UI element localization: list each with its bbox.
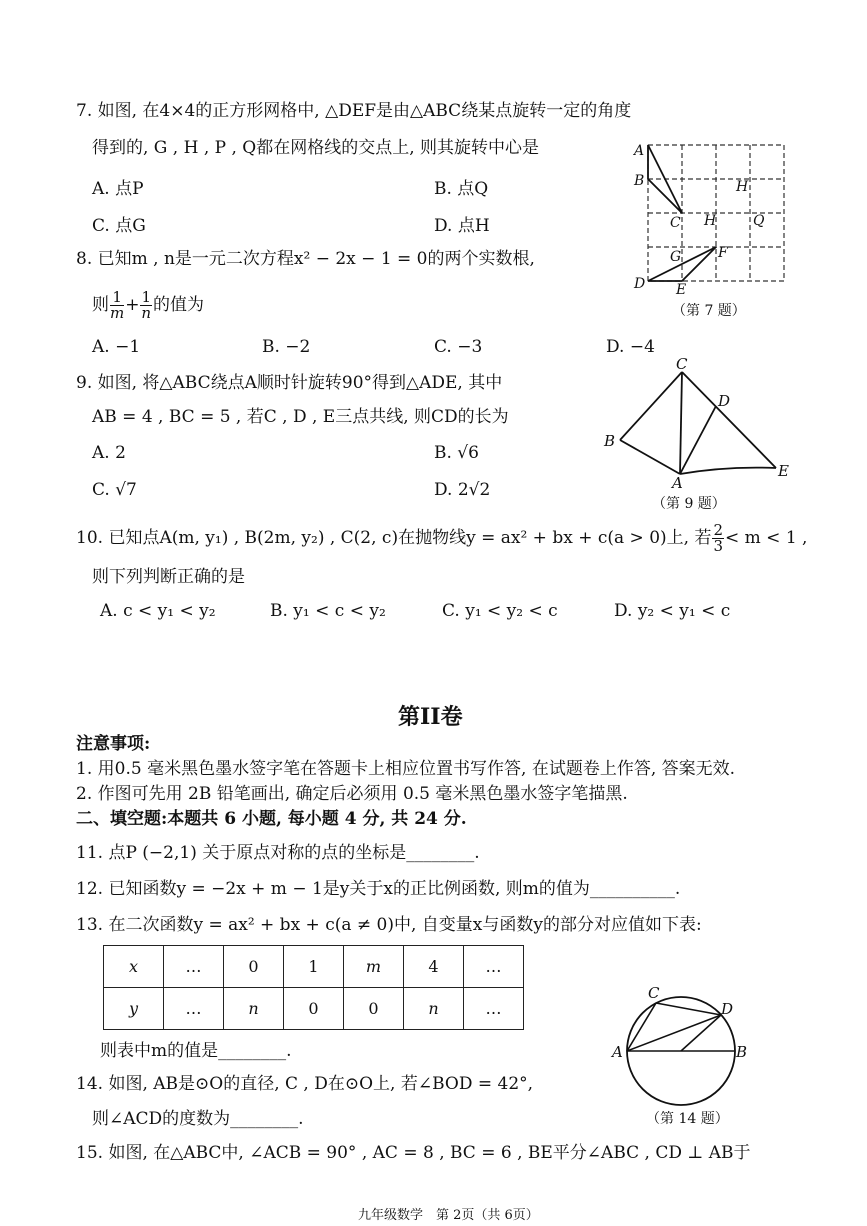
q8-frac2-num: 1 [141,288,152,306]
notice-item-1: 1. 用0.5 毫米黑色墨水签字笔在答题卡上相应位置书写作答, 在试题卷上作答, 答案无效. [76,759,736,779]
q9-label-b: B [604,432,616,450]
q14-label-b: B [736,1043,748,1061]
q9-label-a: A [672,474,683,490]
q7-label-g: G [670,249,682,265]
q7-grid-figure [628,135,793,295]
q7-option-a: A. 点P [92,179,144,199]
q8-frac2-den: n [141,304,152,322]
q7-option-c: C. 点G [92,216,146,236]
table-cell: 0 [224,946,284,988]
q12-text: 12. 已知函数y = −2x + m − 1是y关于x的正比例函数, 则m的值为__________. [76,879,681,899]
q8-suffix: 的值为 [153,295,205,315]
notice-item-2: 2. 作图可先用 2B 铅笔画出, 确定后必须用 0.5 毫米黑色墨水签字笔描黑. [76,784,628,804]
q9-option-c: C. √7 [92,480,137,500]
q9-seg-ce [682,372,776,468]
table-cell: x [104,946,164,988]
table-cell: n [224,988,284,1030]
table-cell: 1 [284,946,344,988]
fill-blank-heading: 二、填空题:本题共 6 小题, 每小题 4 分, 共 24 分. [76,809,467,829]
q10-option-d: D. y₂ < y₁ < c [614,601,731,621]
q10-line2: 则下列判断正确的是 [92,567,245,587]
q11-text: 11. 点P (−2,1) 关于原点对称的点的坐标是________. [76,843,480,863]
q9-caption: （第 9 题） [652,496,726,512]
q13-value-table [103,945,524,1030]
section-title: 第II卷 [398,704,463,730]
q7-caption: （第 7 题） [672,303,746,319]
q14-chord-ad [627,1015,721,1051]
notice-title: 注意事项: [76,734,151,754]
q10-suffix: < m < 1 , [725,528,808,548]
q9-seg-cb [620,372,682,440]
table-row-x [104,946,524,988]
q9-line1: 9. 如图, 将△ABC绕点A顺时针旋转90°得到△ADE, 其中 [76,373,503,393]
q7-label-h: H [736,179,749,195]
page-footer: 九年级数学 第 2页（共 6页） [358,1208,539,1223]
q9-seg-ba [620,440,680,474]
q8-line1: 8. 已知m , n是一元二次方程x² − 2x − 1 = 0的两个实数根, [76,249,535,269]
q7-label-a: A [634,143,645,159]
q14-chord-cd [656,1003,721,1015]
table-row-y [104,988,524,1030]
q10-option-a: A. c < y₁ < y₂ [100,601,216,621]
table-cell: y [104,988,164,1030]
q7-label-p: H [704,213,717,229]
q9-label-d: D [718,392,731,410]
q14-label-c: C [648,984,660,1002]
table-cell: 0 [344,988,404,1030]
q10-option-b: B. y₁ < c < y₂ [270,601,386,621]
q8-option-b: B. −2 [262,337,311,357]
q10-prefix: 10. 已知点A(m, y₁) , B(2m, y₂) , C(2, c)在抛物线y = ax² + bx + c(a > 0)上, 若 [76,528,712,548]
q9-label-c: C [676,358,688,373]
q7-label-q: Q [753,213,765,229]
q8-fraction-1m [110,290,124,321]
table-cell: … [464,946,524,988]
q10-fraction [712,523,724,554]
q9-figure [596,358,796,490]
q8-frac1-den: m [110,304,125,322]
q8-option-d: D. −4 [606,337,655,357]
q14-line2: 则∠ACD的度数为________. [92,1109,304,1129]
q9-seg-ca [680,372,682,474]
q9-seg-ae [680,468,776,474]
q7-label-d: D [634,276,646,292]
q9-option-a: A. 2 [92,443,126,463]
q10-line1 [76,517,807,559]
q7-option-d: D. 点H [434,216,490,236]
q14-label-d: D [721,1000,734,1018]
q8-prefix: 则 [92,295,109,315]
q8-line2 [92,285,204,325]
q15-line1: 15. 如图, 在△ABC中, ∠ACB = 90° , AC = 8 , BC = 6 , BE平分∠ABC , CD ⊥ AB于 [76,1143,751,1163]
q7-label-e: E [676,282,687,295]
q7-option-b: B. 点Q [434,179,489,199]
q14-line1: 14. 如图, AB是⊙O的直径, C , D在⊙O上, 若∠BOD = 42°, [76,1074,534,1094]
table-cell: m [344,946,404,988]
q8-fraction-1n [140,290,152,321]
table-cell: 0 [284,988,344,1030]
q7-line1: 7. 如图, 在4×4的正方形网格中, △DEF是由△ABC绕某点旋转一定的角度 [76,101,632,121]
q7-label-b: B [634,173,645,189]
table-cell: … [164,988,224,1030]
q9-option-b: B. √6 [434,443,479,463]
q8-option-c: C. −3 [434,337,483,357]
q10-option-c: C. y₁ < y₂ < c [442,601,558,621]
q14-caption: （第 14 题） [646,1111,729,1127]
q8-frac1-num: 1 [110,290,124,306]
q9-option-d: D. 2√2 [434,480,491,500]
q8-plus: + [125,295,140,315]
q9-label-e: E [778,462,789,480]
q9-line2: AB = 4 , BC = 5 , 若C , D , E三点共线, 则CD的长为 [92,407,509,427]
q14-chord-ac [627,1003,656,1051]
q7-label-c: C [670,215,681,231]
table-cell: 4 [404,946,464,988]
q10-frac-num: 2 [713,521,723,539]
table-cell: … [164,946,224,988]
q7-label-f: F [718,245,728,261]
q14-circle-figure [610,982,760,1107]
q9-seg-da [680,406,716,474]
table-cell: n [404,988,464,1030]
table-cell: … [464,988,524,1030]
q7-line2: 得到的, G , H , P , Q都在网格线的交点上, 则其旋转中心是 [92,138,540,158]
q10-frac-den: 3 [713,537,723,555]
q8-option-a: A. −1 [92,337,141,357]
q14-radius-od [681,1015,721,1051]
q13-text: 13. 在二次函数y = ax² + bx + c(a ≠ 0)中, 自变量x与函数y的部分对应值如下表: [76,915,702,935]
q13-answer: 则表中m的值是________. [100,1041,292,1061]
q14-label-a: A [612,1043,623,1061]
